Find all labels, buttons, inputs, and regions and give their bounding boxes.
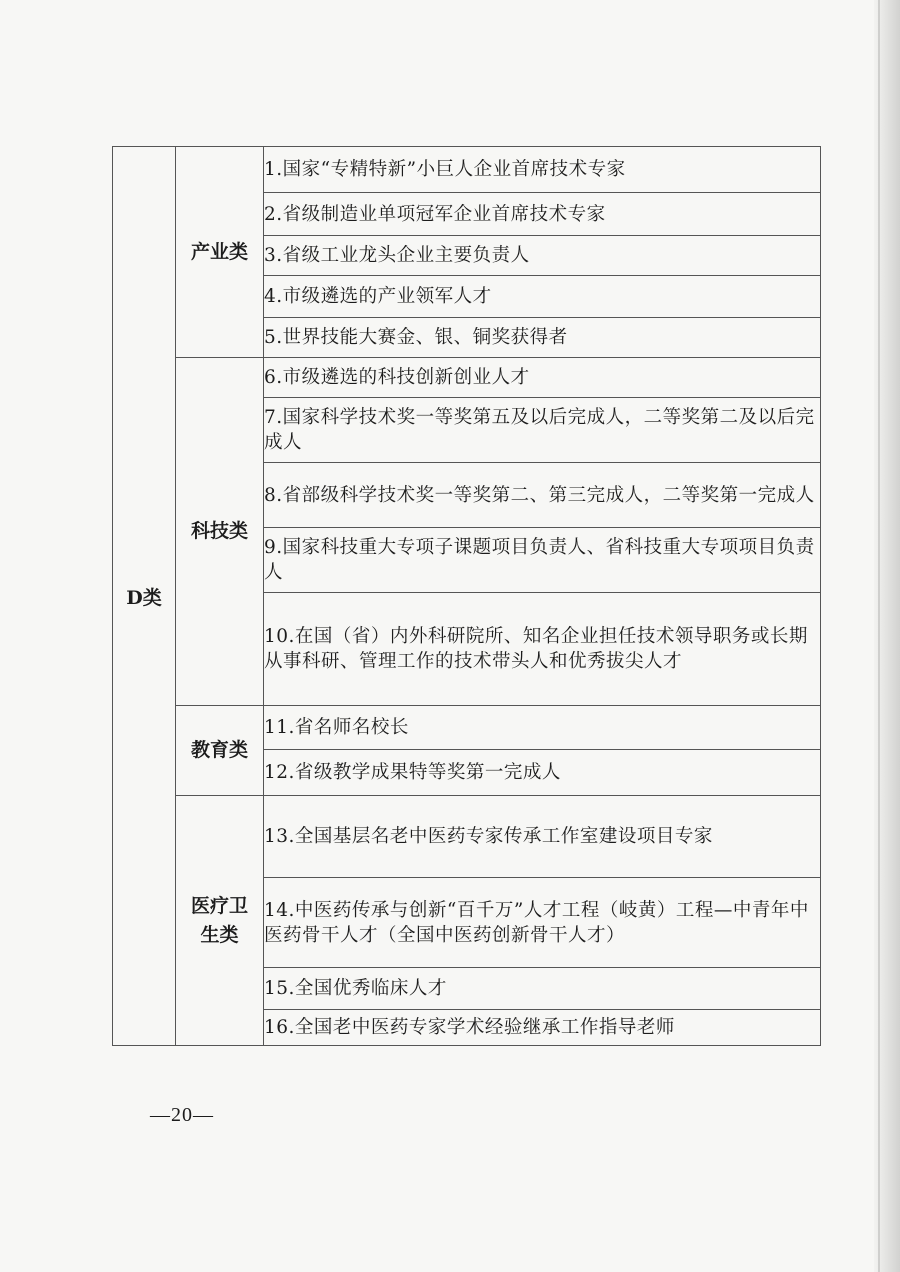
item-text: 3.省级工业龙头企业主要负责人 (264, 245, 530, 266)
item-text: 11.省名师名校长 (264, 717, 409, 738)
item-text: 1.国家“专精特新”小巨人企业首席技术专家 (264, 159, 626, 180)
item-text: 16.全国老中医药专家学术经验继承工作指导老师 (264, 1017, 675, 1038)
item-text: 2.省级制造业单项冠军企业首席技术专家 (264, 203, 606, 225)
table-row (264, 276, 821, 318)
item-text: 14.中医药传承与创新“百千万”人才工程（岐黄）工程—中青年中医药骨干人才（全国中医药创新骨干人才） (264, 899, 809, 946)
item-text: 5.世界技能大赛金、银、铜奖获得者 (264, 327, 568, 348)
group-label-medical (176, 796, 264, 1046)
item-text: 12.省级教学成果特等奖第一完成人 (264, 762, 561, 783)
item-text: 9.国家科技重大专项子课题项目负责人、省科技重大专项项目负责人 (264, 537, 815, 583)
table-row (264, 968, 821, 1010)
table-row (264, 193, 821, 236)
table-row (264, 398, 821, 463)
table-row (264, 706, 821, 750)
item-text: 13.全国基层名老中医药专家传承工作室建设项目专家 (264, 826, 713, 847)
item-text: 8.省部级科学技术奖一等奖第二、第三完成人，二等奖第一完成人 (264, 484, 815, 506)
table-row (264, 236, 821, 276)
talent-category-table (112, 146, 821, 1046)
table-row (264, 358, 821, 398)
group-label-medical-text: 医疗卫生类 (190, 894, 248, 946)
item-text: 6.市级遴选的科技创新创业人才 (264, 367, 530, 388)
page-edge-line (878, 0, 880, 1272)
item-text: 4.市级遴选的产业领军人才 (264, 286, 492, 307)
page-number: —20— (150, 1104, 214, 1126)
table-row (264, 463, 821, 528)
table-row (264, 147, 821, 193)
table-row (264, 318, 821, 358)
item-text: 15.全国优秀临床人才 (264, 978, 447, 999)
table-row (264, 593, 821, 706)
table-row (264, 878, 821, 968)
table-row (264, 528, 821, 593)
table-row (264, 796, 821, 878)
item-text: 7.国家科学技术奖一等奖第五及以后完成人，二等奖第二及以后完成人 (264, 407, 815, 453)
category-label: D类 (113, 147, 176, 1046)
item-text: 10.在国（省）内外科研院所、知名企业担任技术领导职务或长期从事科研、管理工作的技术带头人和优秀拔尖人才 (264, 626, 808, 672)
table-row (264, 750, 821, 796)
table-row (264, 1010, 821, 1046)
group-label-industry: 产业类 (176, 147, 264, 358)
group-label-education: 教育类 (176, 706, 264, 796)
group-label-technology: 科技类 (176, 358, 264, 706)
